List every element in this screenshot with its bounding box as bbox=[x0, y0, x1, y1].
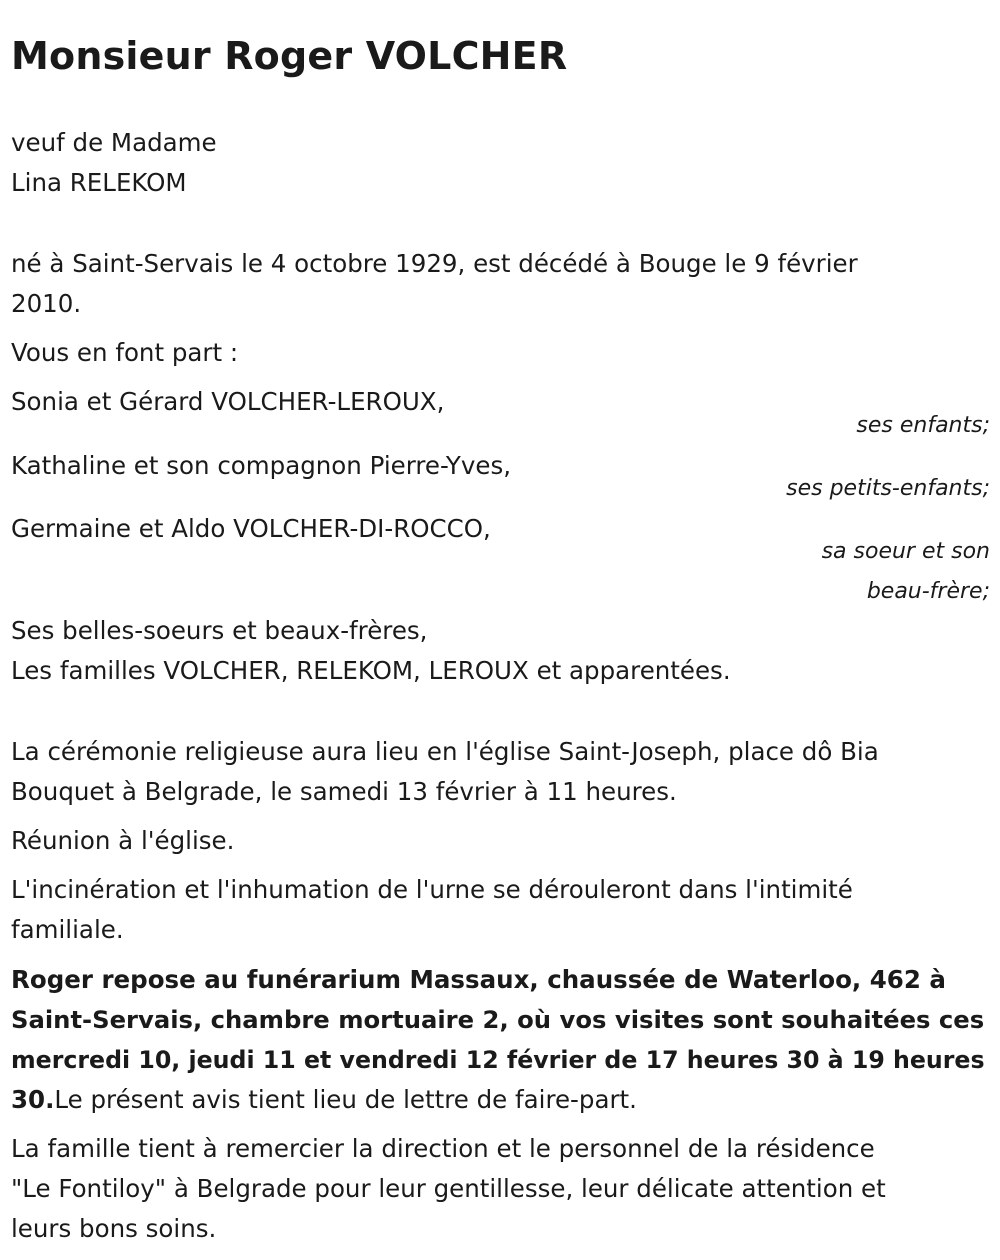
viewing-line4-regular: Le présent avis tient lieu de lettre de faire-part. bbox=[54, 1085, 637, 1114]
family-sibling-relation-line1: sa soeur et son bbox=[821, 539, 990, 564]
family-sibling-relation-line2: beau-frère; bbox=[866, 579, 990, 604]
viewing-line4 bbox=[11, 1080, 637, 1120]
thanks-line1: La famille tient à remercier la direction et le personnel de la résidence bbox=[11, 1134, 875, 1163]
viewing-line4-bold: 30. bbox=[11, 1085, 55, 1114]
thanks-line3: leurs bons soins. bbox=[11, 1214, 217, 1243]
family-children-relation: ses enfants; bbox=[856, 413, 990, 438]
family-sibling-names: Germaine et Aldo VOLCHER-DI-ROCCO, bbox=[11, 514, 491, 543]
cremation-line2: familiale. bbox=[11, 915, 124, 944]
others-line1: Ses belles-soeurs et beaux-frères, bbox=[11, 616, 428, 645]
family-grandchildren-relation: ses petits-enfants; bbox=[786, 476, 990, 501]
viewing-line3: mercredi 10, jeudi 11 et vendredi 12 février de 17 heures 30 à 19 heures bbox=[11, 1046, 985, 1074]
thanks-line2: "Le Fontiloy" à Belgrade pour leur gentillesse, leur délicate attention et bbox=[11, 1174, 886, 1203]
cremation-line1: L'incinération et l'inhumation de l'urne se dérouleront dans l'intimité bbox=[11, 875, 853, 904]
widow-of-line1: veuf de Madame bbox=[11, 128, 217, 157]
family-children-names: Sonia et Gérard VOLCHER-LEROUX, bbox=[11, 387, 445, 416]
viewing-line2: Saint-Servais, chambre mortuaire 2, où vos visites sont souhaitées ces bbox=[11, 1005, 985, 1034]
birth-death-line2: 2010. bbox=[11, 289, 82, 318]
ceremony-line1: La cérémonie religieuse aura lieu en l'église Saint-Joseph, place dô Bia bbox=[11, 737, 879, 766]
viewing-line1: Roger repose au funérarium Massaux, chaussée de Waterloo, 462 à bbox=[11, 965, 946, 994]
family-grandchildren-names: Kathaline et son compagnon Pierre-Yves, bbox=[11, 451, 512, 480]
announcement-intro: Vous en font part : bbox=[11, 338, 239, 367]
others-line2: Les familles VOLCHER, RELEKOM, LEROUX et apparentées. bbox=[11, 656, 731, 685]
meeting-line: Réunion à l'église. bbox=[11, 826, 235, 855]
ceremony-line2: Bouquet à Belgrade, le samedi 13 février à 11 heures. bbox=[11, 777, 677, 806]
deceased-name-title: Monsieur Roger VOLCHER bbox=[11, 34, 568, 78]
birth-death-line1: né à Saint-Servais le 4 octobre 1929, est décédé à Bouge le 9 février bbox=[11, 249, 858, 278]
widow-of-line2: Lina RELEKOM bbox=[11, 168, 187, 197]
